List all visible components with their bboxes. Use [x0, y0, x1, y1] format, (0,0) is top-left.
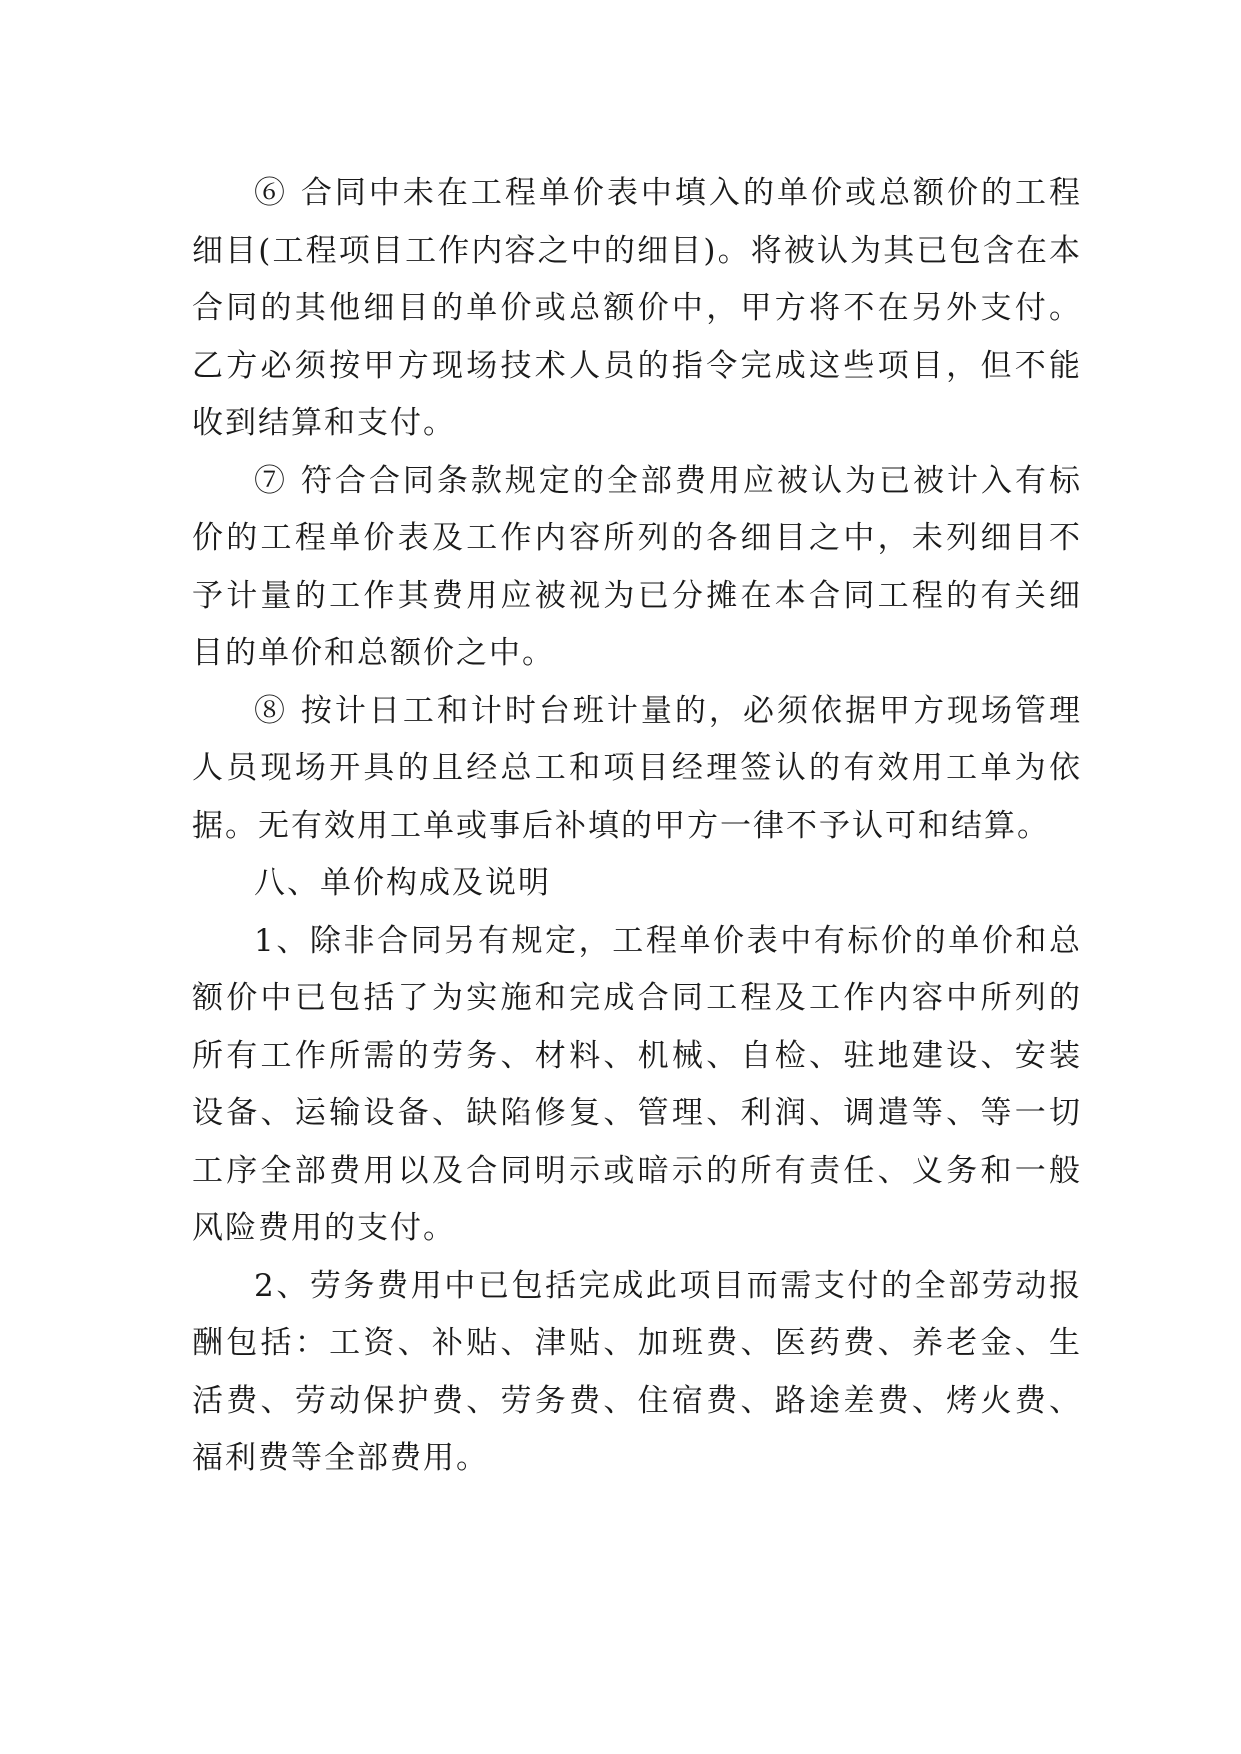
document-body [192, 165, 1082, 1488]
paragraph-clause-2: 2、劳务费用中已包括完成此项目而需支付的全部劳动报酬包括：工资、补贴、津贴、加班费、医药费、养老金、生活费、劳动保护费、劳务费、住宿费、路途差费、烤火费、福利费等全部费用。 [192, 1267, 1082, 1476]
section-heading-8: 八、单价构成及说明 [254, 865, 551, 901]
paragraph-item-8: ⑧ 按计日工和计时台班计量的，必须依据甲方现场管理人员现场开具的且经总工和项目经理签认的有效用工单为依据。无有效用工单或事后补填的甲方一律不予认可和结算。 [192, 692, 1082, 844]
paragraph-clause-1: 1、除非合同另有规定，工程单价表中有标价的单价和总额价中已包括了为实施和完成合同工程及工作内容中所列的所有工作所需的劳务、材料、机械、自检、驻地建设、安装设备、运输设备、缺陷修复、管理、利润、调遣等、等一切工序全部费用以及合同明示或暗示的所有责任、义务和一般风险费用的支付。 [192, 922, 1082, 1246]
paragraph-item-7: ⑦ 符合合同条款规定的全部费用应被认为已被计入有标价的工程单价表及工作内容所列的各细目之中，未列细目不予计量的工作其费用应被视为已分摊在本合同工程的有关细目的单价和总额价之中。 [192, 462, 1082, 671]
paragraph-item-6: ⑥ 合同中未在工程单价表中填入的单价或总额价的工程细目(工程项目工作内容之中的细目)。将被认为其已包含在本合同的其他细目的单价或总额价中，甲方将不在另外支付。乙方必须按甲方现场技术人员的指令完成这些项目，但不能收到结算和支付。 [192, 175, 1082, 441]
